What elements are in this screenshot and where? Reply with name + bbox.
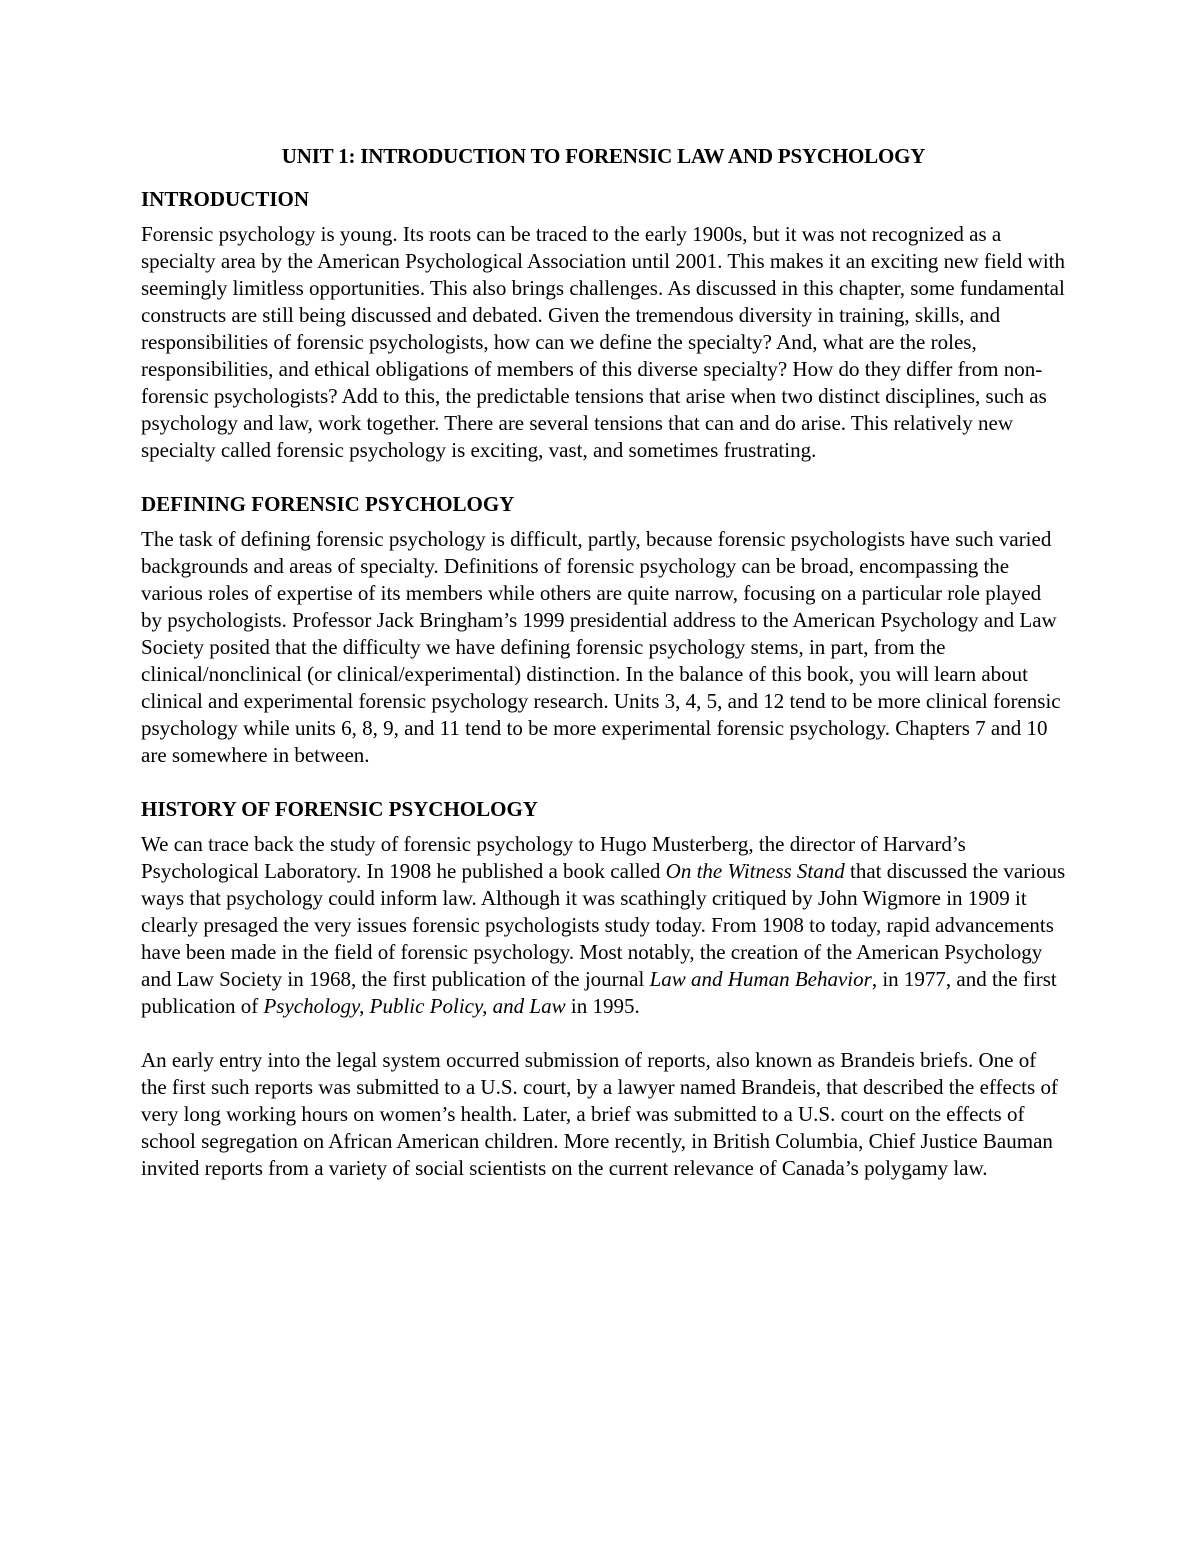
section-history [141,796,1066,1182]
book-title-witness-stand: On the Witness Stand [665,859,845,883]
history-p1-text-c: , in 1977, and the first publication of [141,967,1057,1018]
document-page [141,140,1066,1182]
section-defining [141,491,1066,769]
history-p1-text-d: in 1995. [565,994,640,1018]
section-heading-defining: DEFINING FORENSIC PSYCHOLOGY [141,492,515,516]
defining-paragraph: The task of defining forensic psychology is difficult, partly, because forensic psychologists have such varied backgrounds and areas of specialty. Definitions of forensic psychology can be broad, encompassing the various roles of expertise of its members while others are quite narrow, focusing on a particular role played by psychologists. Professor Jack Bringham’s 1999 presidential address to the American Psychology and Law Society posited that the difficulty we have defining forensic psychology stems, in part, from the clinical/nonclinical (or clinical/experimental) distinction. In the balance of this book, you will learn about clinical and experimental forensic psychology research. Units 3, 4, 5, and 12 tend to be more clinical forensic psychology while units 6, 8, 9, and 11 tend to be more experimental forensic psychology. Chapters 7 and 10 are somewhere in between. [141,527,1061,767]
history-p1-text-a: We can trace back the study of forensic psychology to Hugo Musterberg, the director of Harvard’s Psychological Laboratory. In 1908 he published a book called [141,832,966,883]
history-p1-text-b: that discussed the various ways that psychology could inform law. Although it was scathingly critiqued by John Wigmore in 1909 it clearly presaged the very issues forensic psychologists study today. From 1908 to today, rapid advancements have been made in the field of forensic psychology. Most notably, the creation of the American Psychology and Law Society in 1968, the first publication of the journal [141,859,1066,991]
introduction-paragraph: Forensic psychology is young. Its roots can be traced to the early 1900s, but it was not recognized as a specialty area by the American Psychological Association until 2001. This makes it an exciting new field with seemingly limitless opportunities. This also brings challenges. As discussed in this chapter, some fundamental constructs are still being discussed and debated. Given the tremendous diversity in training, skills, and responsibilities of forensic psychologists, how can we define the specialty? And, what are the roles, responsibilities, and ethical obligations of members of this diverse specialty? How do they differ from non-forensic psychologists? Add to this, the predictable tensions that arise when two distinct disciplines, such as psychology and law, work together. There are several tensions that can and do arise. This relatively new specialty called forensic psychology is exciting, vast, and sometimes frustrating. [141,222,1065,462]
section-introduction [141,186,1066,464]
journal-title-law-human-behavior: Law and Human Behavior [649,967,872,991]
history-paragraph-2: An early entry into the legal system occurred submission of reports, also known as Brandeis briefs. One of the first such reports was submitted to a U.S. court, by a lawyer named Brandeis, that described the effects of very long working hours on women’s health. Later, a brief was submitted to a U.S. court on the effects of school segregation on African American children. More recently, in British Columbia, Chief Justice Bauman invited reports from a variety of social scientists on the current relevance of Canada’s polygamy law. [141,1048,1058,1180]
paragraph-spacer [141,1020,1066,1047]
history-paragraph-1 [141,831,1066,1020]
journal-title-psych-public-policy-law: Psychology, Public Policy, and Law [263,994,566,1018]
document-title: UNIT 1: INTRODUCTION TO FORENSIC LAW AND PSYCHOLOGY [281,144,926,168]
section-heading-history: HISTORY OF FORENSIC PSYCHOLOGY [141,797,538,821]
section-heading-introduction: INTRODUCTION [141,187,310,211]
